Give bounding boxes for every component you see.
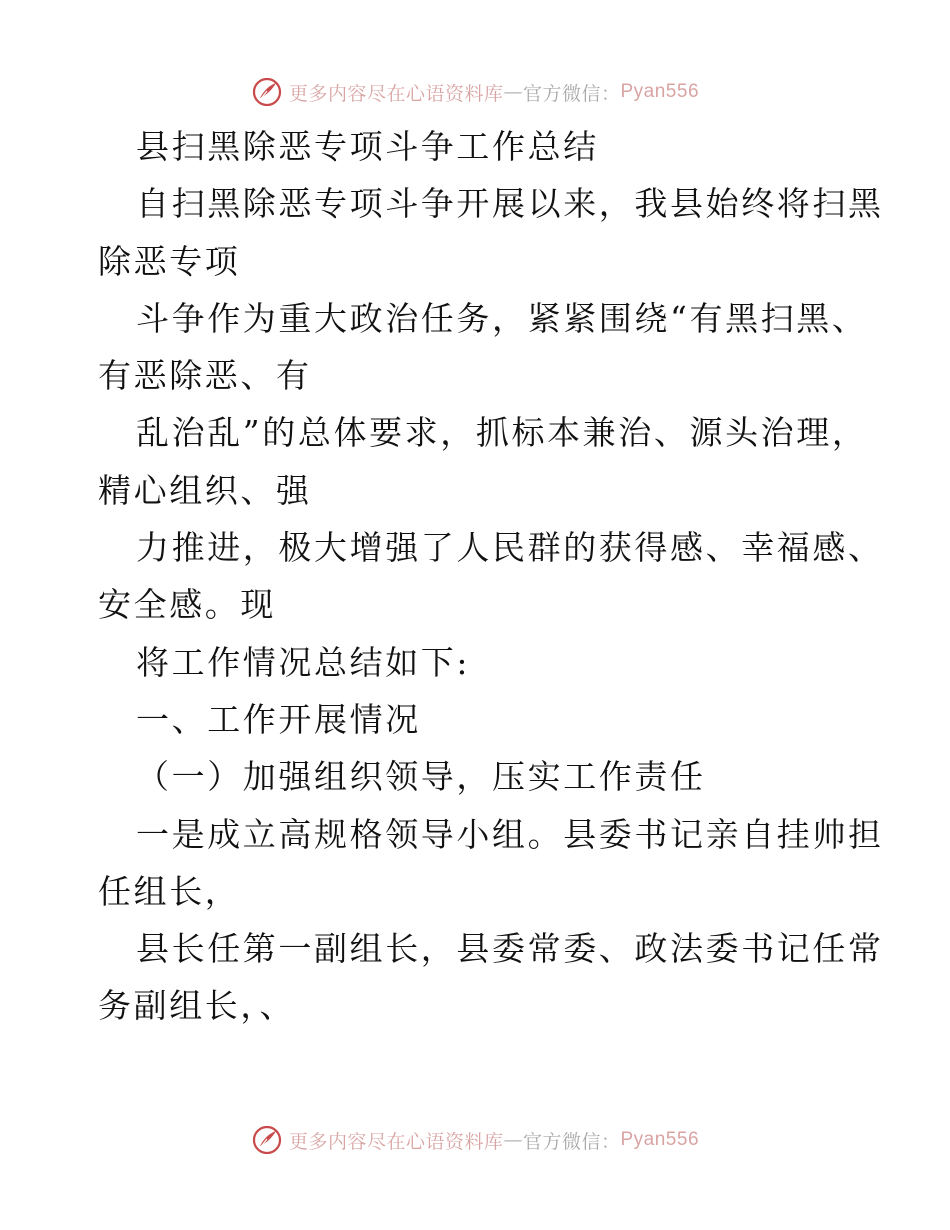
feather-circle-logo-icon <box>251 76 283 108</box>
paragraph-line: 务副组长，、 <box>98 986 296 1026</box>
feather-circle-logo-icon <box>251 1124 283 1156</box>
banner-brand-text: 更多内容尽在心语资料库 <box>288 1130 504 1153</box>
paragraph-line: 除恶专项 <box>98 241 241 281</box>
banner-dash: — <box>503 1129 523 1151</box>
banner-wechat-id: Pyan556 <box>620 1129 700 1150</box>
section-heading: 一、工作开展情况 <box>136 699 421 739</box>
banner-dash: — <box>503 81 523 103</box>
subsection-heading: （一）加强组织领导，压实工作责任 <box>136 757 706 797</box>
paragraph-line: 斗争作为重大政治任务，紧紧围绕“有黑扫黑、 <box>136 298 868 338</box>
banner-wechat-label: 官方微信： <box>522 1130 621 1153</box>
banner-wechat-label: 官方微信： <box>522 82 621 105</box>
document-title: 县扫黑除恶专项斗争工作总结 <box>136 127 599 166</box>
paragraph-line: 县长任第一副组长，县委常委、政法委书记任常 <box>136 929 884 969</box>
paragraph-line: 将工作情况总结如下: <box>136 642 471 682</box>
banner-wechat-id: Pyan556 <box>620 81 700 102</box>
paragraph-line: 自扫黑除恶专项斗争开展以来，我县始终将扫黑 <box>136 184 884 224</box>
paragraph-line: 安全感。现 <box>98 585 276 625</box>
paragraph-line: 一是成立高规格领导小组。县委书记亲自挂帅担 <box>136 814 884 854</box>
paragraph-line: 精心组织、强 <box>98 470 312 510</box>
paragraph-line: 乱治乱”的总体要求，抓标本兼治、源头治理， <box>136 413 868 453</box>
header-banner <box>0 72 950 112</box>
banner-brand-text: 更多内容尽在心语资料库 <box>288 82 504 105</box>
document-body <box>98 118 884 1035</box>
paragraph-line: 力推进，极大增强了人民群的获得感、幸福感、 <box>136 528 884 568</box>
footer-banner <box>0 1120 950 1160</box>
paragraph-line: 有恶除恶、有 <box>98 356 312 396</box>
paragraph-line: 任组长， <box>98 871 241 911</box>
